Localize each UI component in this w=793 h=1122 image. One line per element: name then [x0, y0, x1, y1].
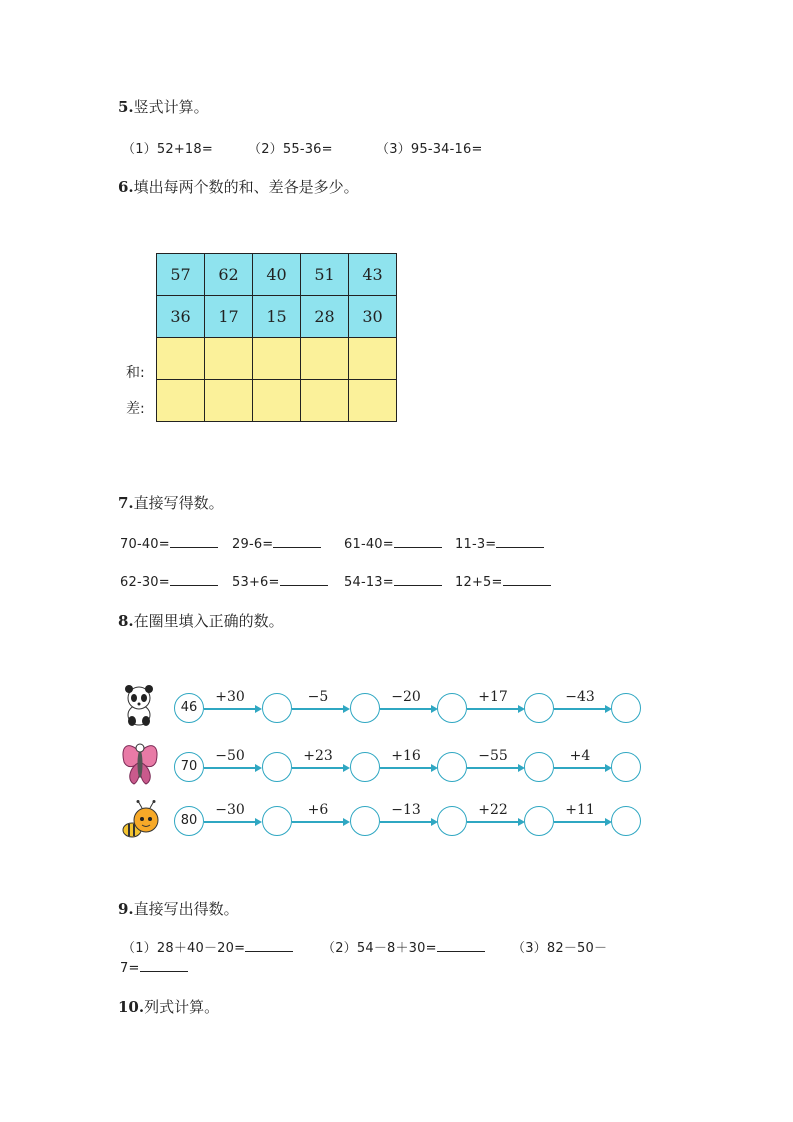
answer-cell[interactable] — [349, 380, 397, 422]
arrow — [380, 821, 432, 823]
arrow — [292, 708, 344, 710]
answer-blank[interactable] — [280, 573, 328, 586]
answer-cell[interactable] — [205, 380, 253, 422]
arrow — [467, 767, 519, 769]
arrow — [292, 767, 344, 769]
arrow — [467, 821, 519, 823]
sum-diff-table — [156, 253, 397, 422]
answer-cell[interactable] — [301, 380, 349, 422]
q5-item-1: （1）52+18= — [122, 142, 213, 157]
q9-item: （1）28＋40－20= — [122, 937, 293, 956]
answer-cell[interactable] — [157, 338, 205, 380]
answer-blank[interactable] — [394, 535, 442, 548]
arrow — [204, 821, 256, 823]
panda-icon — [120, 683, 158, 727]
q5-item-2: （2）55-36= — [248, 142, 333, 157]
q5-item-3: （3）95-34-16= — [376, 142, 483, 157]
bee-icon — [120, 800, 164, 842]
q7-item: 29-6= — [232, 535, 321, 552]
table-cell: 28 — [301, 296, 349, 338]
operation-label: +11 — [565, 802, 595, 818]
answer-cell[interactable] — [301, 338, 349, 380]
arrow — [380, 767, 432, 769]
q7-item: 11-3= — [455, 535, 544, 552]
q6-title — [118, 176, 359, 197]
answer-circle[interactable] — [611, 806, 641, 836]
arrow — [554, 708, 606, 710]
q8-title — [118, 610, 284, 631]
arrow-head — [343, 818, 350, 826]
q10-title — [118, 996, 219, 1017]
arrow-head — [255, 705, 262, 713]
answer-cell[interactable] — [157, 380, 205, 422]
arrow — [204, 767, 256, 769]
start-number-circle: 70 — [174, 752, 204, 782]
arrow-head — [343, 705, 350, 713]
arrow — [467, 708, 519, 710]
operation-label: +17 — [478, 689, 508, 705]
q8-title-text: 在圈里填入正确的数。 — [133, 612, 284, 630]
table-cell: 57 — [157, 254, 205, 296]
operation-label: −20 — [391, 689, 421, 705]
q7-item: 54-13= — [344, 573, 442, 590]
operation-label: −50 — [215, 748, 245, 764]
q9-item-wrap: 7= — [120, 959, 188, 976]
q9-item: （3）82－50－ — [512, 941, 608, 956]
operation-label: −55 — [478, 748, 508, 764]
table-cell: 62 — [205, 254, 253, 296]
q8-number: 8. — [118, 612, 134, 630]
q7-item: 70-40= — [120, 535, 218, 552]
table-row — [157, 296, 397, 338]
answer-blank[interactable] — [437, 939, 485, 952]
table-row — [157, 254, 397, 296]
answer-blank[interactable] — [245, 939, 293, 952]
answer-blank[interactable] — [496, 535, 544, 548]
table-cell: 17 — [205, 296, 253, 338]
butterfly-icon — [120, 740, 160, 786]
diff-label: 差: — [126, 401, 145, 417]
table-cell: 51 — [301, 254, 349, 296]
answer-blank[interactable] — [273, 535, 321, 548]
answer-cell[interactable] — [349, 338, 397, 380]
answer-cell[interactable] — [253, 380, 301, 422]
arrow — [292, 821, 344, 823]
q7-number: 7. — [118, 494, 134, 512]
arrow-head — [255, 818, 262, 826]
q9-title-text: 直接写出得数。 — [133, 900, 239, 918]
arrow — [204, 708, 256, 710]
q7-item: 62-30= — [120, 573, 218, 590]
q5-title-text: 竖式计算。 — [133, 98, 209, 116]
table-cell: 43 — [349, 254, 397, 296]
operation-label: +16 — [391, 748, 421, 764]
answer-blank[interactable] — [394, 573, 442, 586]
sum-label: 和: — [126, 365, 145, 381]
q10-number: 10. — [118, 998, 145, 1016]
answer-blank[interactable] — [170, 573, 218, 586]
arrow-head — [255, 764, 262, 772]
q9-number: 9. — [118, 900, 134, 918]
start-number-circle: 46 — [174, 693, 204, 723]
answer-cell[interactable] — [253, 338, 301, 380]
answer-circle[interactable] — [611, 693, 641, 723]
operation-label: −5 — [307, 689, 329, 705]
operation-label: −43 — [565, 689, 595, 705]
arrow — [554, 821, 606, 823]
table-cell: 30 — [349, 296, 397, 338]
operation-label: +30 — [215, 689, 245, 705]
arrow — [554, 767, 606, 769]
q7-item: 12+5= — [455, 573, 551, 590]
answer-blank[interactable] — [140, 959, 188, 972]
q5-number: 5. — [118, 98, 134, 116]
arrow-head — [343, 764, 350, 772]
q7-title — [118, 492, 224, 513]
table-cell: 36 — [157, 296, 205, 338]
diff-row — [157, 380, 397, 422]
answer-circle[interactable] — [611, 752, 641, 782]
q6-title-text: 填出每两个数的和、差各是多少。 — [133, 178, 359, 196]
q9-item: （2）54－8＋30= — [322, 937, 485, 956]
operation-label: +4 — [569, 748, 591, 764]
q10-title-text: 列式计算。 — [144, 998, 220, 1016]
operation-label: +22 — [478, 802, 508, 818]
q5-title — [118, 96, 209, 117]
q7-item: 61-40= — [344, 535, 442, 552]
operation-label: −13 — [391, 802, 421, 818]
answer-blank[interactable] — [503, 573, 551, 586]
answer-blank[interactable] — [170, 535, 218, 548]
q7-title-text: 直接写得数。 — [133, 494, 224, 512]
table-cell: 15 — [253, 296, 301, 338]
answer-cell[interactable] — [205, 338, 253, 380]
sum-row — [157, 338, 397, 380]
operation-label: +6 — [307, 802, 329, 818]
q7-item: 53+6= — [232, 573, 328, 590]
operation-label: +23 — [303, 748, 333, 764]
start-number-circle: 80 — [174, 806, 204, 836]
arrow — [380, 708, 432, 710]
table-cell: 40 — [253, 254, 301, 296]
q9-title — [118, 898, 239, 919]
operation-label: −30 — [215, 802, 245, 818]
q6-number: 6. — [118, 178, 134, 196]
